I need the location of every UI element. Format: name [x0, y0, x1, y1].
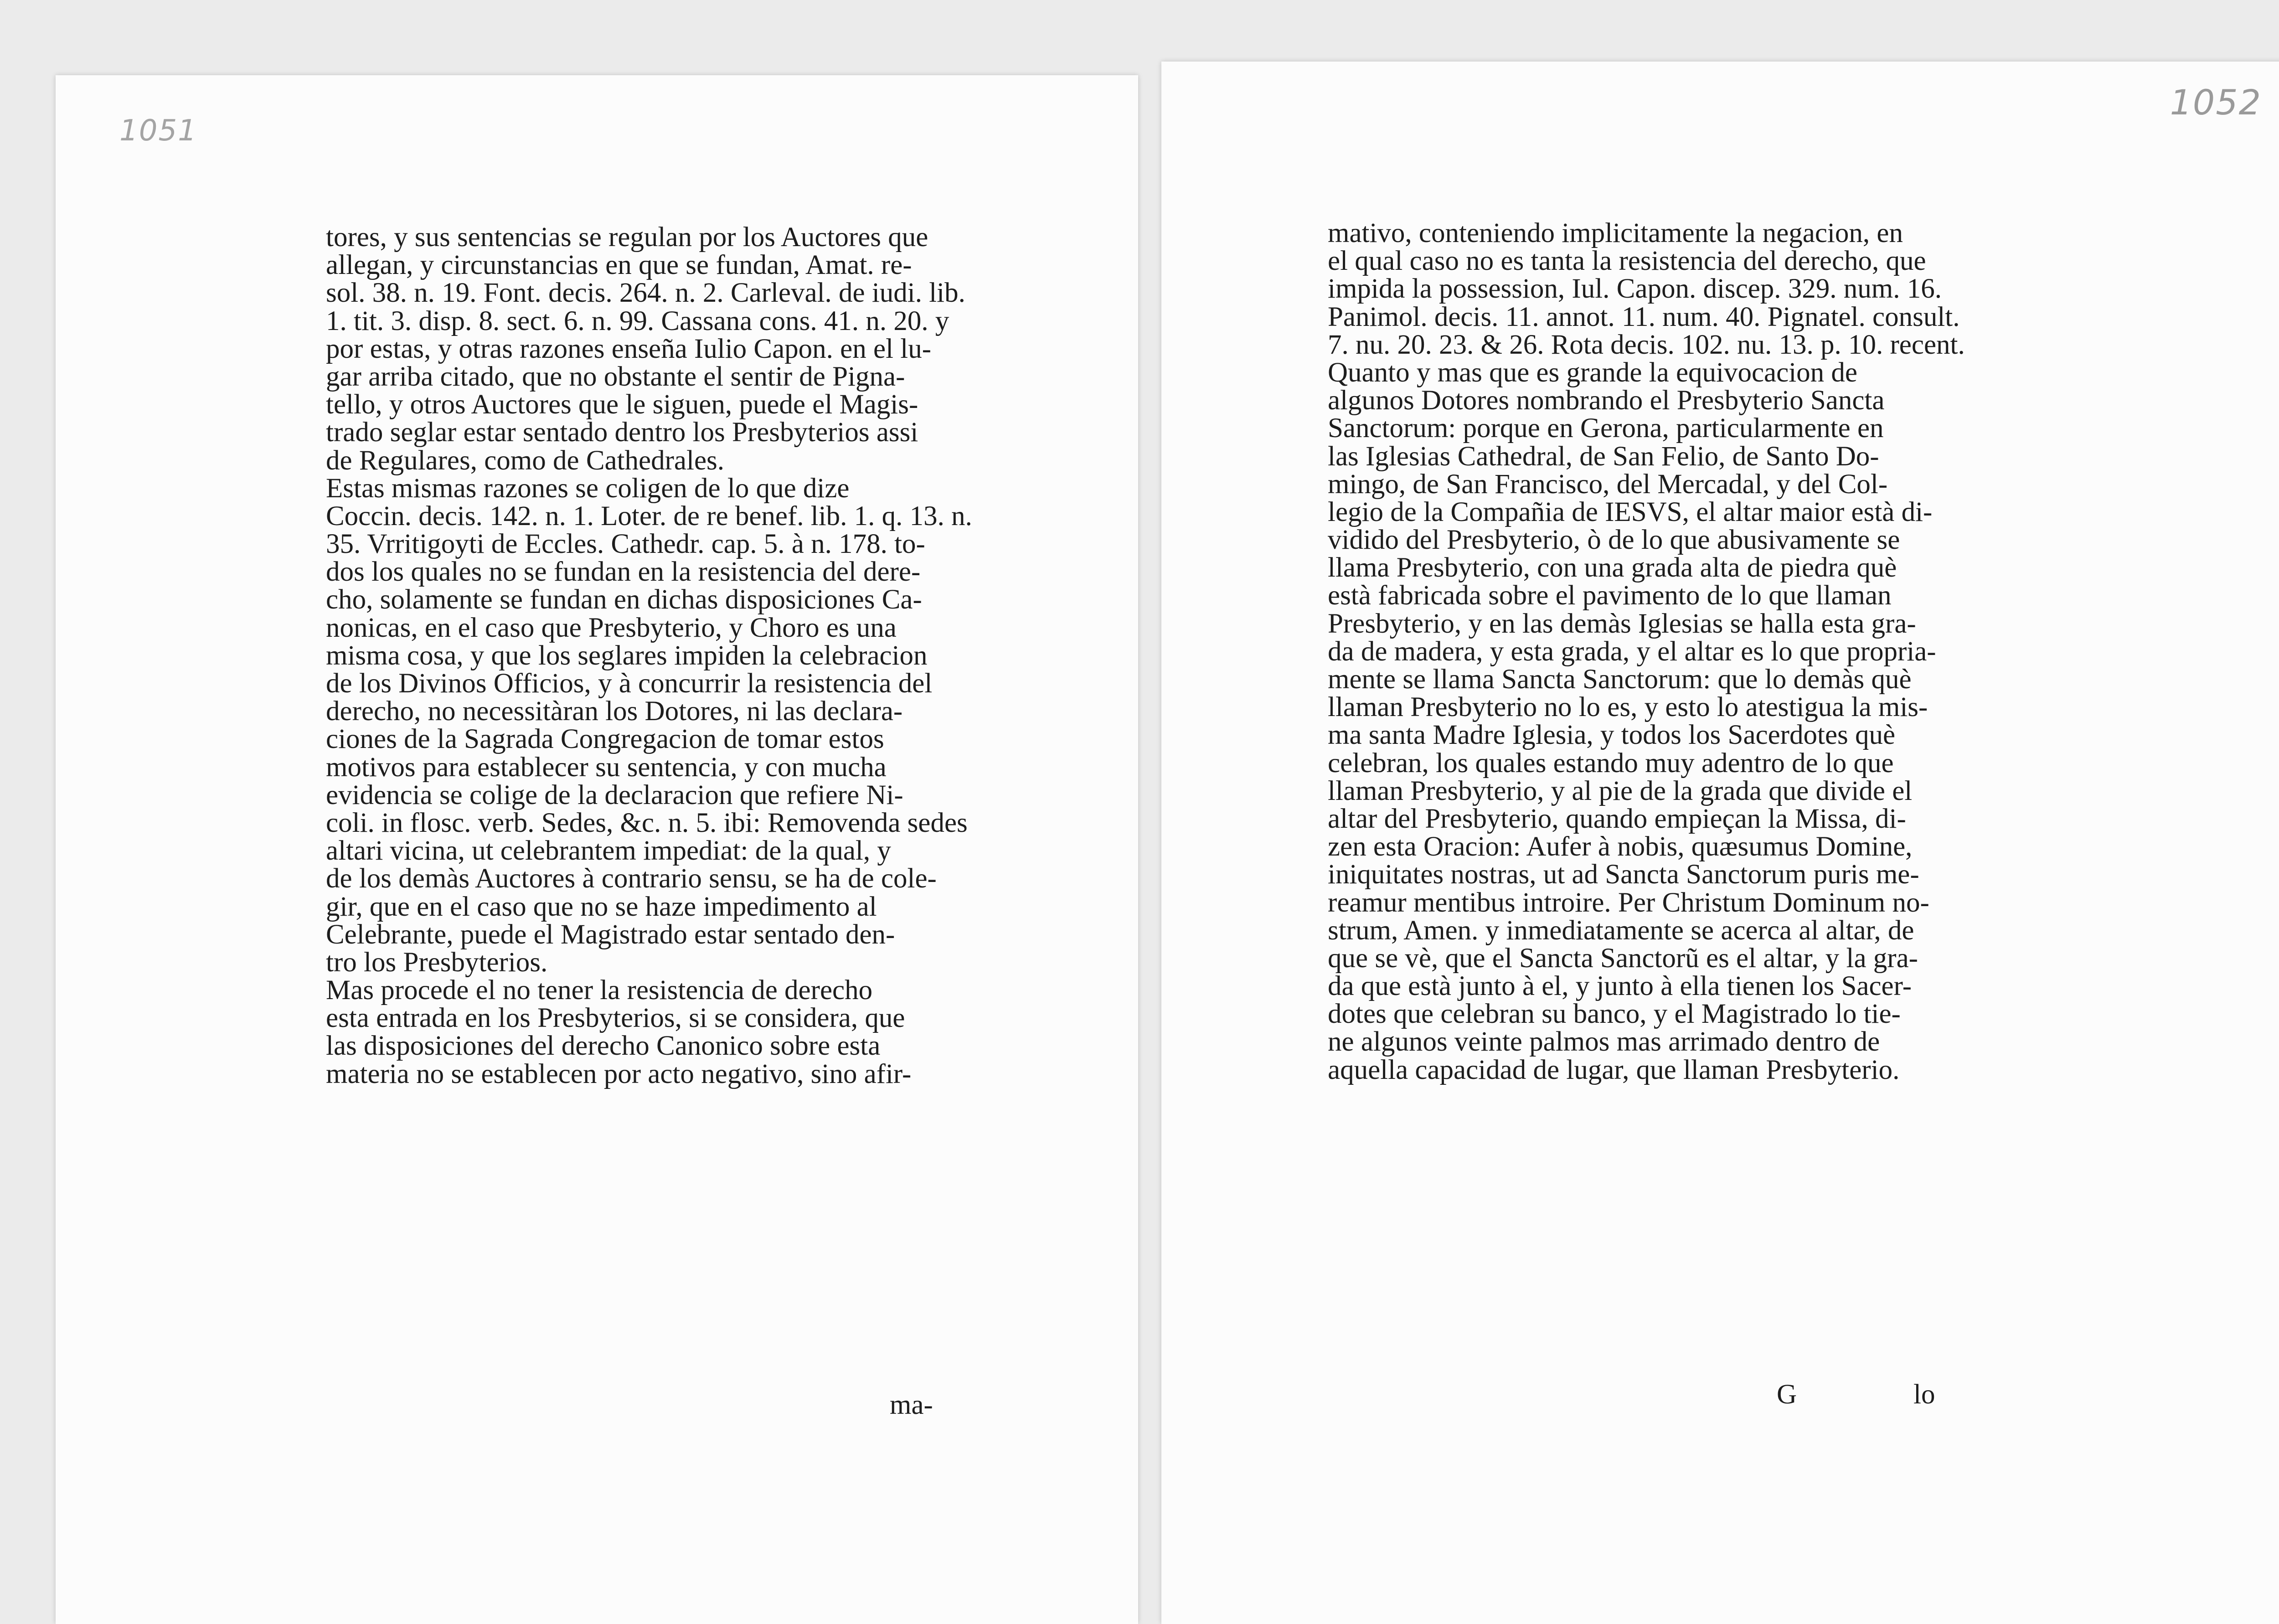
- right-page-catchword: lo: [1913, 1379, 1935, 1410]
- text-line: llaman Presbyterio, y al pie de la grada que divide el: [1328, 775, 1913, 806]
- text-line: tello, y otros Auctores que le siguen, puede el Magis-: [326, 389, 918, 420]
- text-line: las disposiciones del derecho Canonico sobre esta: [326, 1031, 881, 1062]
- text-line: 35. Vrritigoyti de Eccles. Cathedr. cap. 5. à n. 178. to-: [326, 529, 925, 560]
- left-page-catchword: ma-: [890, 1390, 933, 1420]
- right-page-text-block: [1328, 219, 1965, 1084]
- right-page-signature-mark: G: [1777, 1379, 1797, 1410]
- text-line: de los demàs Auctores à contrario sensu, se ha de cole-: [326, 863, 937, 894]
- text-line: ne algunos veinte palmos mas arrimado dentro de: [1328, 1026, 1880, 1057]
- text-line: coli. in flosc. verb. Sedes, &c. n. 5. ibi: Removenda sedes: [326, 807, 968, 838]
- text-line: derecho, no necessitàran los Dotores, ni las declara-: [326, 696, 903, 727]
- text-line: llaman Presbyterio no lo es, y esto lo atestigua la mis-: [1328, 692, 1928, 723]
- text-line: el qual caso no es tanta la resistencia del derecho, que: [1328, 246, 1926, 277]
- text-line: dos los quales no se fundan en la resistencia del dere-: [326, 557, 921, 588]
- text-line: de Regulares, como de Cathedrales.: [326, 445, 725, 476]
- text-line: Quanto y mas que es grande la equivocacion de: [1328, 357, 1857, 388]
- right-page-pencil-number: 1052: [2170, 82, 2262, 123]
- text-line: ciones de la Sagrada Congregacion de tomar estos: [326, 724, 884, 755]
- text-line: mativo, conteniendo implicitamente la negacion, en: [1328, 218, 1903, 248]
- text-line: Mas procede el no tener la resistencia de derecho: [326, 975, 873, 1006]
- text-line: mingo, de San Francisco, del Mercadal, y del Col-: [1328, 469, 1888, 500]
- left-page-text-block: [326, 223, 972, 1088]
- left-page-pencil-number: 1051: [119, 114, 197, 148]
- text-line: 1. tit. 3. disp. 8. sect. 6. n. 99. Cassana cons. 41. n. 20. y: [326, 305, 949, 336]
- text-line: evidencia se colige de la declaracion que refiere Ni-: [326, 779, 903, 810]
- text-line: aquella capacidad de lugar, que llaman Presbyterio.: [1328, 1054, 1900, 1085]
- text-line: da de madera, y esta grada, y el altar es lo que propria-: [1328, 636, 1936, 667]
- text-line: està fabricada sobre el pavimento de lo que llaman: [1328, 580, 1892, 611]
- text-line: nonicas, en el caso que Presbyterio, y Choro es una: [326, 612, 897, 643]
- text-line: por estas, y otras razones enseña Iulio Capon. en el lu-: [326, 333, 932, 364]
- text-line: vidido del Presbyterio, ò de lo que abusivamente se: [1328, 525, 1900, 556]
- text-line: allegan, y circunstancias en que se fundan, Amat. re-: [326, 250, 912, 281]
- text-line: celebran, los quales estando muy adentro de lo que: [1328, 748, 1894, 778]
- text-line: misma cosa, y que los seglares impiden la celebracion: [326, 640, 928, 671]
- text-line: Presbyterio, y en las demàs Iglesias se halla esta gra-: [1328, 608, 1916, 639]
- text-line: llama Presbyterio, con una grada alta de piedra què: [1328, 552, 1897, 583]
- text-line: reamur mentibus introire. Per Christum Dominum no-: [1328, 887, 1929, 918]
- text-line: Coccin. decis. 142. n. 1. Loter. de re benef. lib. 1. q. 13. n.: [326, 500, 972, 531]
- text-line: trado seglar estar sentado dentro los Presbyterios assi: [326, 417, 918, 448]
- text-line: iniquitates nostras, ut ad Sancta Sanctorum puris me-: [1328, 859, 1919, 890]
- left-page: [56, 75, 1138, 1624]
- text-line: gir, que en el caso que no se haze impedimento al: [326, 891, 877, 922]
- text-line: Celebrante, puede el Magistrado estar sentado den-: [326, 919, 895, 950]
- text-line: de los Divinos Officios, y à concurrir la resistencia del: [326, 668, 933, 699]
- text-line: cho, solamente se fundan en dichas disposiciones Ca-: [326, 584, 922, 615]
- text-line: ma santa Madre Iglesia, y todos los Sacerdotes què: [1328, 720, 1896, 751]
- text-line: tro los Presbyterios.: [326, 947, 548, 978]
- text-line: motivos para establecer su sentencia, y con mucha: [326, 752, 887, 783]
- text-line: zen esta Oracion: Aufer à nobis, quæsumus Domine,: [1328, 831, 1913, 862]
- text-line: impida la possession, Iul. Capon. discep. 329. num. 16.: [1328, 273, 1942, 304]
- text-line: las Iglesias Cathedral, de San Felio, de Santo Do-: [1328, 441, 1879, 472]
- text-line: da que està junto à el, y junto à ella tienen los Sacer-: [1328, 971, 1912, 1002]
- text-line: legio de la Compañia de IESVS, el altar maior està di-: [1328, 496, 1933, 527]
- text-line: algunos Dotores nombrando el Presbyterio Sancta: [1328, 385, 1885, 416]
- text-line: dotes que celebran su banco, y el Magistrado lo tie-: [1328, 999, 1901, 1030]
- text-line: que se vè, que el Sancta Sanctorũ es el altar, y la gra-: [1328, 943, 1918, 974]
- text-line: sol. 38. n. 19. Font. decis. 264. n. 2. Carleval. de iudi. lib.: [326, 278, 965, 309]
- text-line: esta entrada en los Presbyterios, si se considera, que: [326, 1003, 905, 1034]
- text-line: Panimol. decis. 11. annot. 11. num. 40. Pignatel. consult.: [1328, 301, 1960, 332]
- text-line: altari vicina, ut celebrantem impediat: de la qual, y: [326, 835, 891, 866]
- text-line: materia no se establecen por acto negativo, sino afir-: [326, 1058, 912, 1089]
- text-line: altar del Presbyterio, quando empieçan la Missa, di-: [1328, 803, 1906, 834]
- text-line: gar arriba citado, que no obstante el sentir de Pigna-: [326, 361, 905, 392]
- right-page: [1161, 62, 2279, 1624]
- text-line: tores, y sus sentencias se regulan por los Auctores que: [326, 222, 928, 253]
- text-line: Sanctorum: porque en Gerona, particularmente en: [1328, 413, 1884, 444]
- text-line: 7. nu. 20. 23. & 26. Rota decis. 102. nu. 13. p. 10. recent.: [1328, 329, 1965, 360]
- text-line: strum, Amen. y inmediatamente se acerca al altar, de: [1328, 915, 1914, 946]
- text-line: Estas mismas razones se coligen de lo que dize: [326, 473, 850, 504]
- text-line: mente se llama Sancta Sanctorum: que lo demàs què: [1328, 664, 1912, 695]
